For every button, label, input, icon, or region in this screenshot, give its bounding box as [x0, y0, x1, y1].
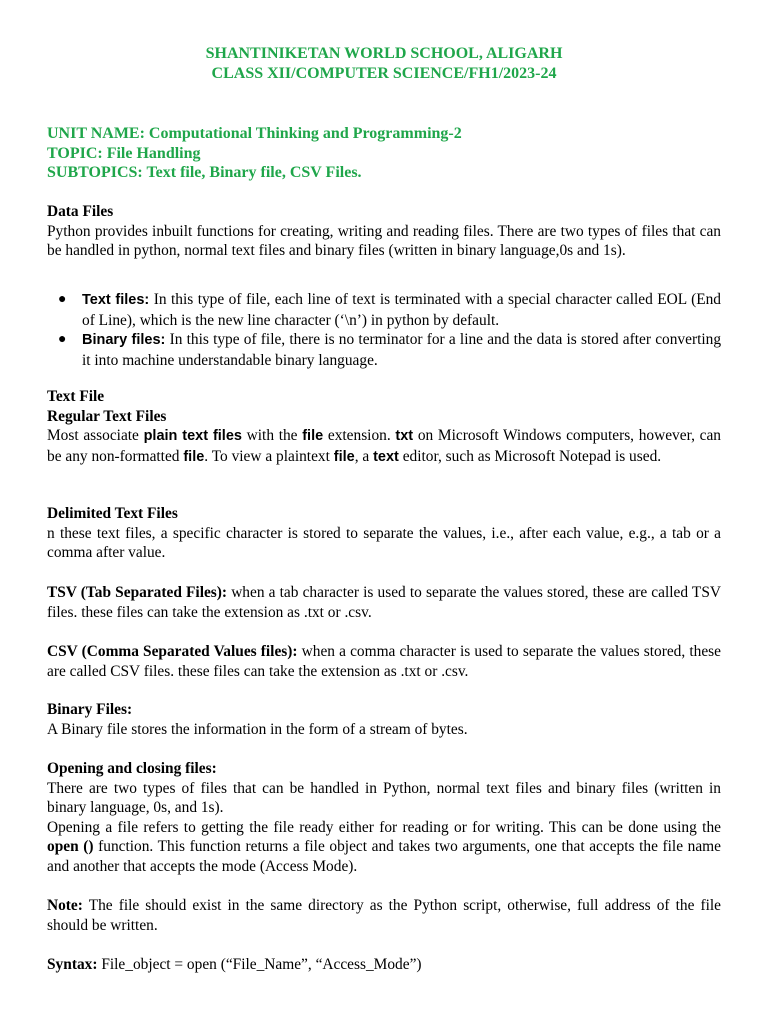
tsv-term: TSV (Tab Separated Files): — [47, 584, 228, 601]
opening-closing-heading: Opening and closing files: — [47, 760, 217, 777]
bullet-icon: ● — [58, 292, 67, 307]
text-run: Opening a file refers to getting the file ready either for reading or for writing. This can be done using the — [47, 818, 721, 836]
class-line: CLASS XII/COMPUTER SCIENCE/FH1/2023-24 — [211, 65, 557, 82]
subtopics-line: SUBTOPICS: Text file, Binary file, CSV Files. — [47, 164, 362, 181]
note-desc: The file should exist in the same directory as the Python script, otherwise, full address of the file should be written. — [47, 897, 721, 934]
binary-files-term: Binary files: — [82, 332, 166, 348]
binary-files-desc: In this type of file, there is no terminator for a line and the data is stored after converting it into machine understandable binary language. — [82, 331, 722, 369]
note-paragraph — [47, 896, 721, 935]
regular-text-files-heading: Regular Text Files — [47, 407, 167, 425]
delimited-heading: Delimited Text Files — [47, 505, 178, 522]
emphasis-run: text — [373, 448, 399, 465]
text-run: on Microsoft Windows computers, however, can be any non-formatted — [47, 427, 721, 465]
data-files-heading: Data Files — [47, 203, 114, 220]
text-run: Most associate — [47, 427, 144, 444]
emphasis-run: file — [302, 428, 324, 444]
emphasis-run: plain text files — [143, 428, 242, 444]
regular-text-files-paragraph — [47, 426, 721, 467]
unit-name: UNIT NAME: Computational Thinking and Programming-2 — [47, 125, 462, 142]
binary-files-paragraph: A Binary file stores the information in the form of a stream of bytes. — [47, 720, 468, 738]
list-item — [47, 290, 721, 330]
tsv-desc: when a tab character is used to separate the values stored, these are called TSV files. these files can take the extension as .txt or .csv. — [47, 584, 721, 621]
file-types-list — [47, 290, 721, 370]
delimited-paragraph: n these text files, a specific character is stored to separate the values, i.e., after each value, e.g., a tab or a comma after value. — [47, 524, 721, 561]
emphasis-run: file — [183, 448, 205, 465]
topic-line: TOPIC: File Handling — [47, 144, 201, 162]
text-files-desc: In this type of file, each line of text is terminated with a special character called EOL (End of Line), which is the new line character (‘\n’) in python by default. — [82, 291, 721, 329]
bullet-icon: ● — [58, 332, 67, 347]
text-run: editor, such as Microsoft Notepad is used. — [398, 447, 662, 465]
opening-paragraph-2 — [47, 818, 721, 877]
csv-term: CSV (Comma Separated Values files): — [47, 643, 298, 660]
syntax-term: Syntax: — [47, 956, 98, 973]
opening-paragraph-1: There are two types of files that can be handled in Python, normal text files and binary files (written in binary language, 0s, and 1s). — [47, 779, 721, 816]
text-run: extension. — [323, 427, 396, 444]
text-file-heading: Text File — [47, 388, 105, 405]
csv-paragraph — [47, 642, 721, 681]
csv-desc: when a comma character is used to separate the values stored, these are called CSV files. these files can take the extension as .txt or .csv. — [47, 643, 721, 680]
binary-files-heading: Binary Files: — [47, 701, 133, 718]
tsv-paragraph — [47, 583, 721, 622]
syntax-line — [47, 955, 721, 975]
emphasis-run: txt — [395, 428, 414, 444]
text-files-term: Text files: — [82, 292, 150, 308]
note-term: Note: — [47, 897, 83, 914]
text-run: , a — [354, 447, 374, 465]
open-function-term: open () — [47, 838, 94, 855]
text-run: function. This function returns a file object and takes two arguments, one that accepts the file name and another that accepts the mode (Access Mode). — [47, 838, 721, 875]
list-item — [47, 330, 721, 370]
text-run: with the — [241, 427, 303, 444]
data-files-paragraph: Python provides inbuilt functions for creating, writing and reading files. There are two types of files that can be handled in python, normal text files and binary files (written in binary language,0s and 1s). — [47, 222, 721, 259]
text-run: . To view a plaintext — [204, 447, 334, 465]
emphasis-run: file — [333, 448, 355, 465]
syntax-desc: File_object = open (“File_Name”, “Access_Mode”) — [97, 956, 422, 973]
school-name: SHANTINIKETAN WORLD SCHOOL, ALIGARH — [205, 45, 563, 62]
